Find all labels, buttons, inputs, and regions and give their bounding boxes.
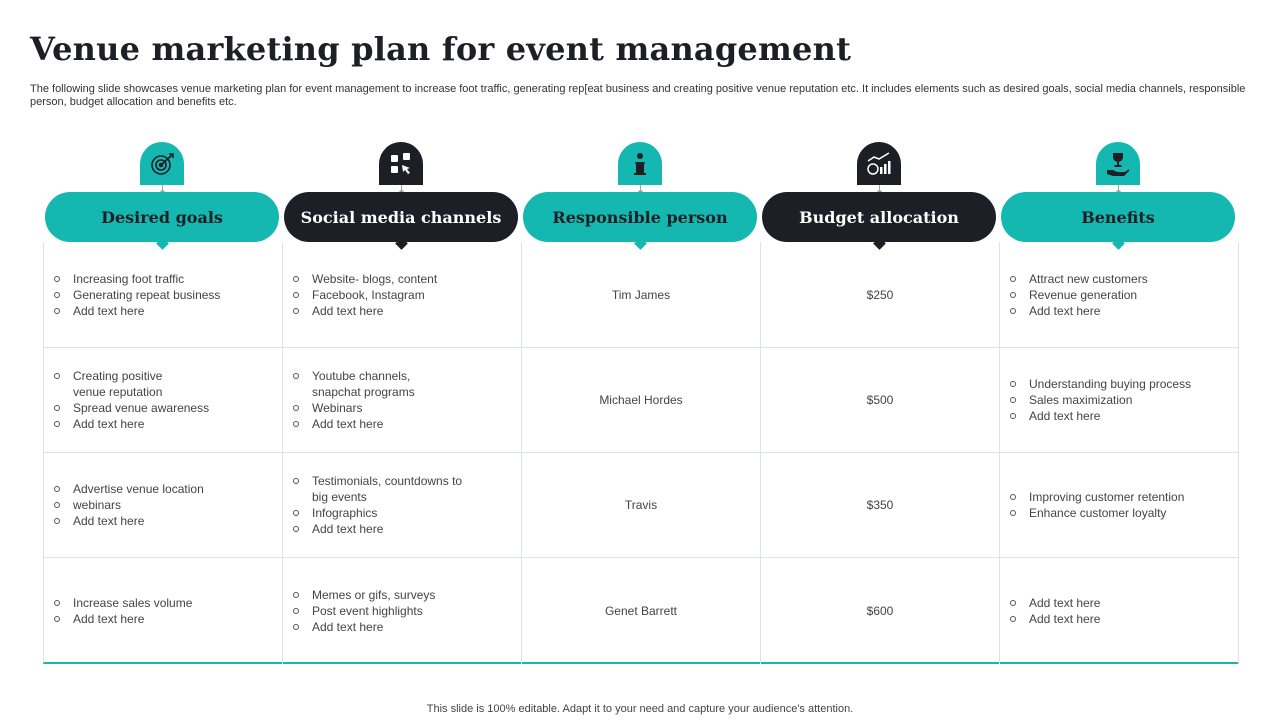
list-item: Website- blogs, content	[293, 271, 437, 287]
budget-growth-icon	[857, 142, 901, 185]
header-benefits: Benefits	[1001, 192, 1235, 242]
list-item: webinars	[54, 497, 204, 513]
list-item: Add text here	[54, 416, 209, 432]
table-cell-budget: $500	[761, 348, 1000, 453]
list-item-continued: venue reputation	[73, 385, 163, 399]
list-item: Increase sales volume	[54, 595, 192, 611]
list-item: Enhance customer loyalty	[1010, 505, 1184, 521]
list-item: Add text here	[293, 416, 415, 432]
table-cell-benefits	[1000, 558, 1239, 664]
table-cell-goals	[44, 242, 283, 348]
list-item: Add text here	[54, 513, 204, 529]
table-cell-budget: $600	[761, 558, 1000, 664]
header-social-media-channels: Social media channels	[284, 192, 518, 242]
table-cell-goals	[44, 453, 283, 558]
header-responsible-person: Responsible person	[523, 192, 757, 242]
table-cell-person: Michael Hordes	[522, 348, 761, 453]
table-cell-channels	[283, 558, 522, 664]
list-item: Infographics	[293, 505, 462, 521]
table-cell-benefits	[1000, 348, 1239, 453]
table-cell-channels	[283, 453, 522, 558]
list-item: Add text here	[1010, 595, 1100, 611]
list-item: Post event highlights	[293, 603, 435, 619]
table-cell-channels	[283, 242, 522, 348]
list-item: Add text here	[1010, 303, 1148, 319]
table-cell-goals	[44, 348, 283, 453]
table-cell-person: Genet Barrett	[522, 558, 761, 664]
table-cell-person: Tim James	[522, 242, 761, 348]
list-item: Add text here	[293, 521, 462, 537]
table-cell-benefits	[1000, 242, 1239, 348]
trophy-hand-icon	[1096, 142, 1140, 185]
list-item: Webinars	[293, 400, 415, 416]
footer-note: This slide is 100% editable. Adapt it to your need and capture your audience's attention.	[426, 703, 854, 715]
list-item: Sales maximization	[1010, 392, 1191, 408]
list-item: Add text here	[1010, 611, 1100, 627]
list-item: Add text here	[293, 303, 437, 319]
list-item: Attract new customers	[1010, 271, 1148, 287]
page-subtitle: The following slide showcases venue marketing plan for event management to increase foot traffic, generating rep[eat business and creating positive venue reputation etc. It includes elements such as desired goals, social media channels, responsible person, budget allocation and benefits etc.	[30, 83, 1246, 108]
list-item: Spread venue awareness	[54, 400, 209, 416]
list-item: Improving customer retention	[1010, 489, 1184, 505]
list-item: Add text here	[293, 619, 435, 635]
table-cell-person: Travis	[522, 453, 761, 558]
table-cell-budget: $350	[761, 453, 1000, 558]
page-title: Venue marketing plan for event management	[30, 30, 852, 68]
speaker-podium-icon	[618, 142, 662, 185]
list-item: Generating repeat business	[54, 287, 220, 303]
target-icon	[140, 142, 184, 185]
plan-table	[43, 242, 1238, 664]
list-item: Testimonials, countdowns to	[293, 473, 462, 489]
list-item: Understanding buying process	[1010, 376, 1191, 392]
list-item: Memes or gifs, surveys	[293, 587, 435, 603]
table-cell-budget: $250	[761, 242, 1000, 348]
table-cell-benefits	[1000, 453, 1239, 558]
table-cell-channels	[283, 348, 522, 453]
list-item: Youtube channels,	[293, 368, 415, 384]
list-item: Increasing foot traffic	[54, 271, 220, 287]
list-item: Add text here	[1010, 408, 1191, 424]
list-item: Revenue generation	[1010, 287, 1148, 303]
list-item: Add text here	[54, 611, 192, 627]
list-item: Creating positive	[54, 368, 209, 384]
header-budget-allocation: Budget allocation	[762, 192, 996, 242]
list-item: Add text here	[54, 303, 220, 319]
social-media-icon	[379, 142, 423, 185]
table-cell-goals	[44, 558, 283, 664]
list-item-continued: snapchat programs	[312, 385, 415, 399]
header-desired-goals: Desired goals	[45, 192, 279, 242]
list-item-continued: big events	[312, 490, 367, 504]
list-item: Facebook, Instagram	[293, 287, 437, 303]
list-item: Advertise venue location	[54, 481, 204, 497]
